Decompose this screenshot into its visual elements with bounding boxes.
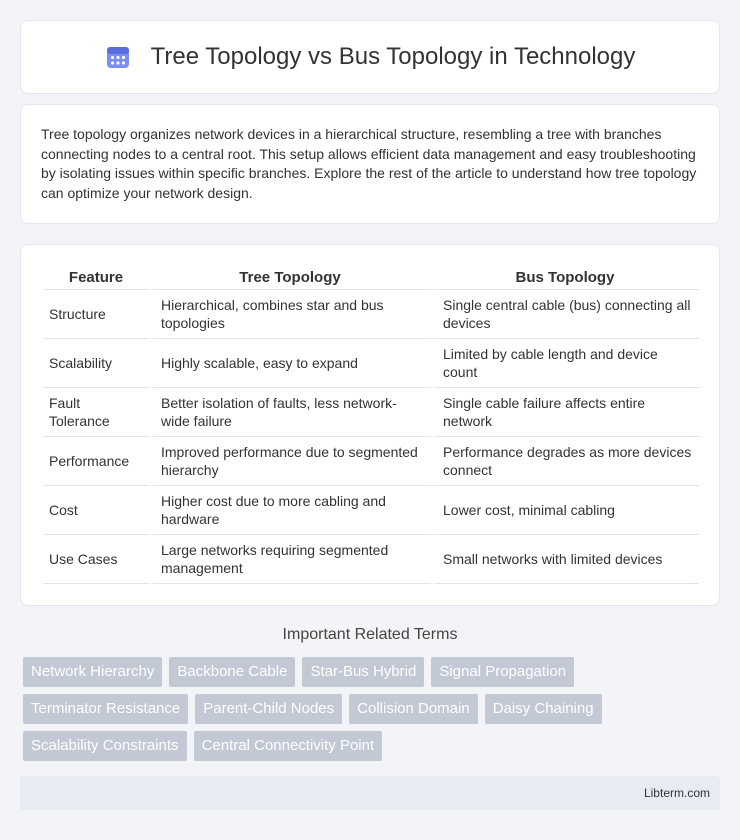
bus-cell: Single central cable (bus) connecting all devices <box>431 289 699 338</box>
tree-cell: Improved performance due to segmented hierarchy <box>149 436 431 485</box>
feature-cell: Fault Tolerance <box>43 387 149 436</box>
table-row <box>43 485 699 534</box>
bus-cell: Single cable failure affects entire network <box>431 387 699 436</box>
related-term-tag[interactable]: Collision Domain <box>349 694 478 724</box>
intro-card <box>20 104 720 224</box>
tag-row <box>23 657 723 687</box>
bus-cell: Limited by cable length and device count <box>431 338 699 387</box>
calendar-grid-icon <box>105 44 131 70</box>
tree-cell: Highly scalable, easy to expand <box>149 338 431 387</box>
tree-cell: Large networks requiring segmented management <box>149 534 431 584</box>
feature-cell: Cost <box>43 485 149 534</box>
footer-site-link[interactable]: Libterm.com <box>643 786 710 800</box>
table-row <box>43 387 699 436</box>
feature-cell: Performance <box>43 436 149 485</box>
page-title: Tree Topology vs Bus Topology in Technology <box>150 43 636 70</box>
column-header-bus: Bus Topology <box>515 268 615 286</box>
table-row <box>43 534 699 584</box>
tag-row <box>23 731 723 761</box>
table-row <box>43 289 699 338</box>
intro-paragraph: Tree topology organizes network devices in a hierarchical structure, resembling a tree with branches connecting nodes to a central root. This setup allows efficient data management and easy troubleshooting by isolating issues within specific branches. Explore the rest of the article to understand how tree topology can optimize your network design. <box>41 126 697 201</box>
bus-cell: Performance degrades as more devices connect <box>431 436 699 485</box>
feature-cell: Scalability <box>43 338 149 387</box>
bus-cell: Lower cost, minimal cabling <box>431 485 699 534</box>
feature-cell: Structure <box>43 289 149 338</box>
related-term-tag[interactable]: Daisy Chaining <box>485 694 602 724</box>
related-term-tag[interactable]: Parent-Child Nodes <box>195 694 342 724</box>
table-row <box>43 338 699 387</box>
related-terms-title: Important Related Terms <box>282 626 458 643</box>
related-term-tag[interactable]: Terminator Resistance <box>23 694 188 724</box>
tree-cell: Hierarchical, combines star and bus topologies <box>149 289 431 338</box>
tree-cell: Higher cost due to more cabling and hardware <box>149 485 431 534</box>
footer <box>20 776 720 810</box>
related-term-tag[interactable]: Signal Propagation <box>431 657 574 687</box>
column-header-feature: Feature <box>68 268 124 286</box>
related-term-tag[interactable]: Scalability Constraints <box>23 731 187 761</box>
tree-cell: Better isolation of faults, less network-wide failure <box>149 387 431 436</box>
feature-cell: Use Cases <box>43 534 149 584</box>
comparison-table-card <box>20 244 720 606</box>
related-terms-list <box>23 657 723 768</box>
related-term-tag[interactable]: Network Hierarchy <box>23 657 162 687</box>
related-term-tag[interactable]: Central Connectivity Point <box>194 731 383 761</box>
related-term-tag[interactable]: Star-Bus Hybrid <box>302 657 424 687</box>
tag-row <box>23 694 723 724</box>
table-row <box>43 436 699 485</box>
comparison-table <box>43 265 699 584</box>
column-header-tree: Tree Topology <box>239 268 341 286</box>
title-card <box>20 20 720 94</box>
bus-cell: Small networks with limited devices <box>431 534 699 584</box>
related-term-tag[interactable]: Backbone Cable <box>169 657 295 687</box>
